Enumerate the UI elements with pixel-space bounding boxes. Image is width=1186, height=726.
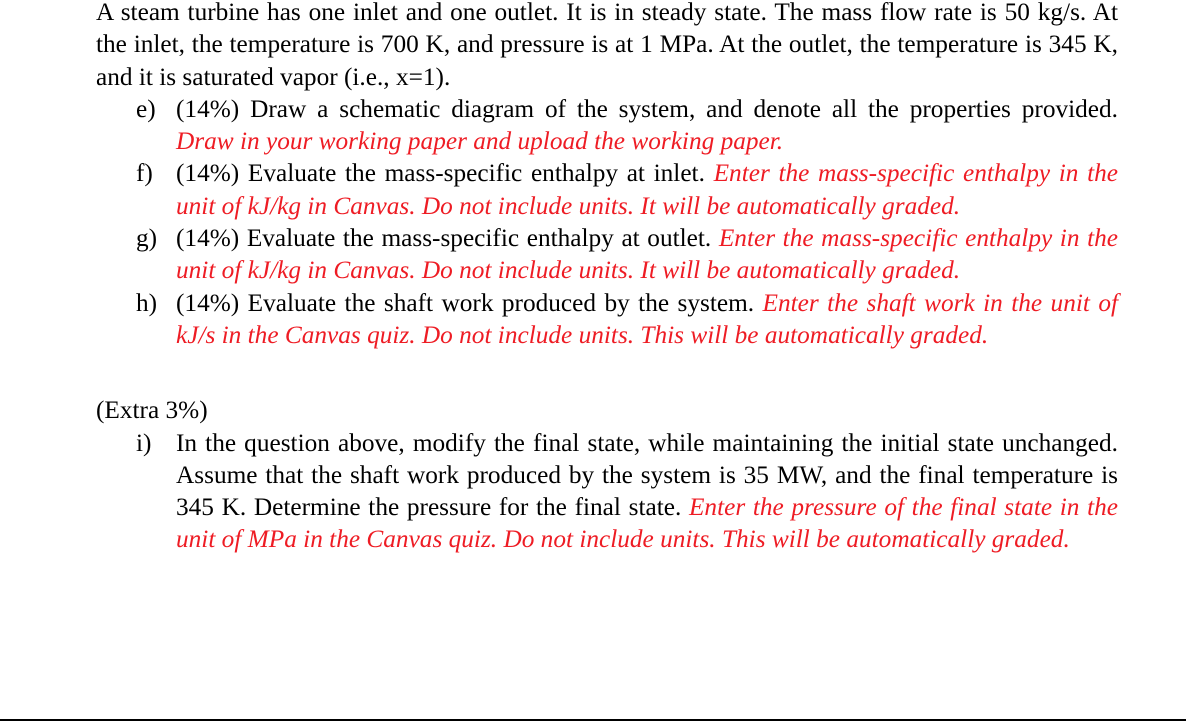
question-f [136,157,1118,222]
page-bottom-rule [0,719,1186,721]
question-marker: g) [136,224,158,253]
question-text: (14%) Evaluate the mass-specific enthalpy at inlet. [176,159,705,188]
question-content [176,157,1118,222]
question-g [136,222,1118,287]
question-content [176,287,1118,352]
question-i [136,427,1118,556]
question-instruction: Enter the pressure of the final state in the unit of MPa in the Canvas quiz. Do not include units. This will be automatically graded. [176,493,1119,554]
question-content [176,222,1118,287]
question-text: (14%) Evaluate the shaft work produced by the system. [176,288,755,317]
problem-statement: A steam turbine has one inlet and one outlet. It is in steady state. The mass flow rate is 50 kg/s. At the inlet, the temperature is 700 K, and pressure is at 1 MPa. At the outlet, the temperature is 345 K, and it is saturated vapor (i.e., x=1). [96,0,1118,91]
document-page [96,0,1118,556]
question-text: In the question above, modify the final state, while maintaining the initial state unchanged. Assume that the shaft work produced by the system is 35 MW, and the final temperature is 345 K. Determine the pressure for the final state. [176,428,1118,522]
question-instruction: Enter the mass-specific enthalpy in the unit of kJ/kg in Canvas. Do not include units. It will be automatically graded. [176,224,1118,285]
question-e [136,93,1118,158]
question-h [136,287,1118,352]
question-instruction: Enter the mass-specific enthalpy in the unit of kJ/kg in Canvas. Do not include units. It will be automatically graded. [176,159,1118,220]
question-content [176,93,1118,158]
question-content [176,427,1118,556]
question-text: (14%) Draw a schematic diagram of the system, and denote all the properties provided. [176,94,1118,123]
question-marker: i) [136,428,152,457]
question-marker: f) [136,159,153,188]
question-marker: h) [136,288,158,317]
question-list [136,93,1118,351]
extra-credit-heading: (Extra 3%) [96,396,208,425]
question-instruction: Enter the shaft work in the unit of kJ/s in the Canvas quiz. Do not include units. This will be automatically graded. [176,288,1119,349]
question-marker: e) [136,94,156,123]
question-instruction: Draw in your working paper and upload the working paper. [176,127,784,156]
question-text: (14%) Evaluate the mass-specific enthalpy at outlet. [176,224,712,253]
extra-question-list [136,427,1118,556]
